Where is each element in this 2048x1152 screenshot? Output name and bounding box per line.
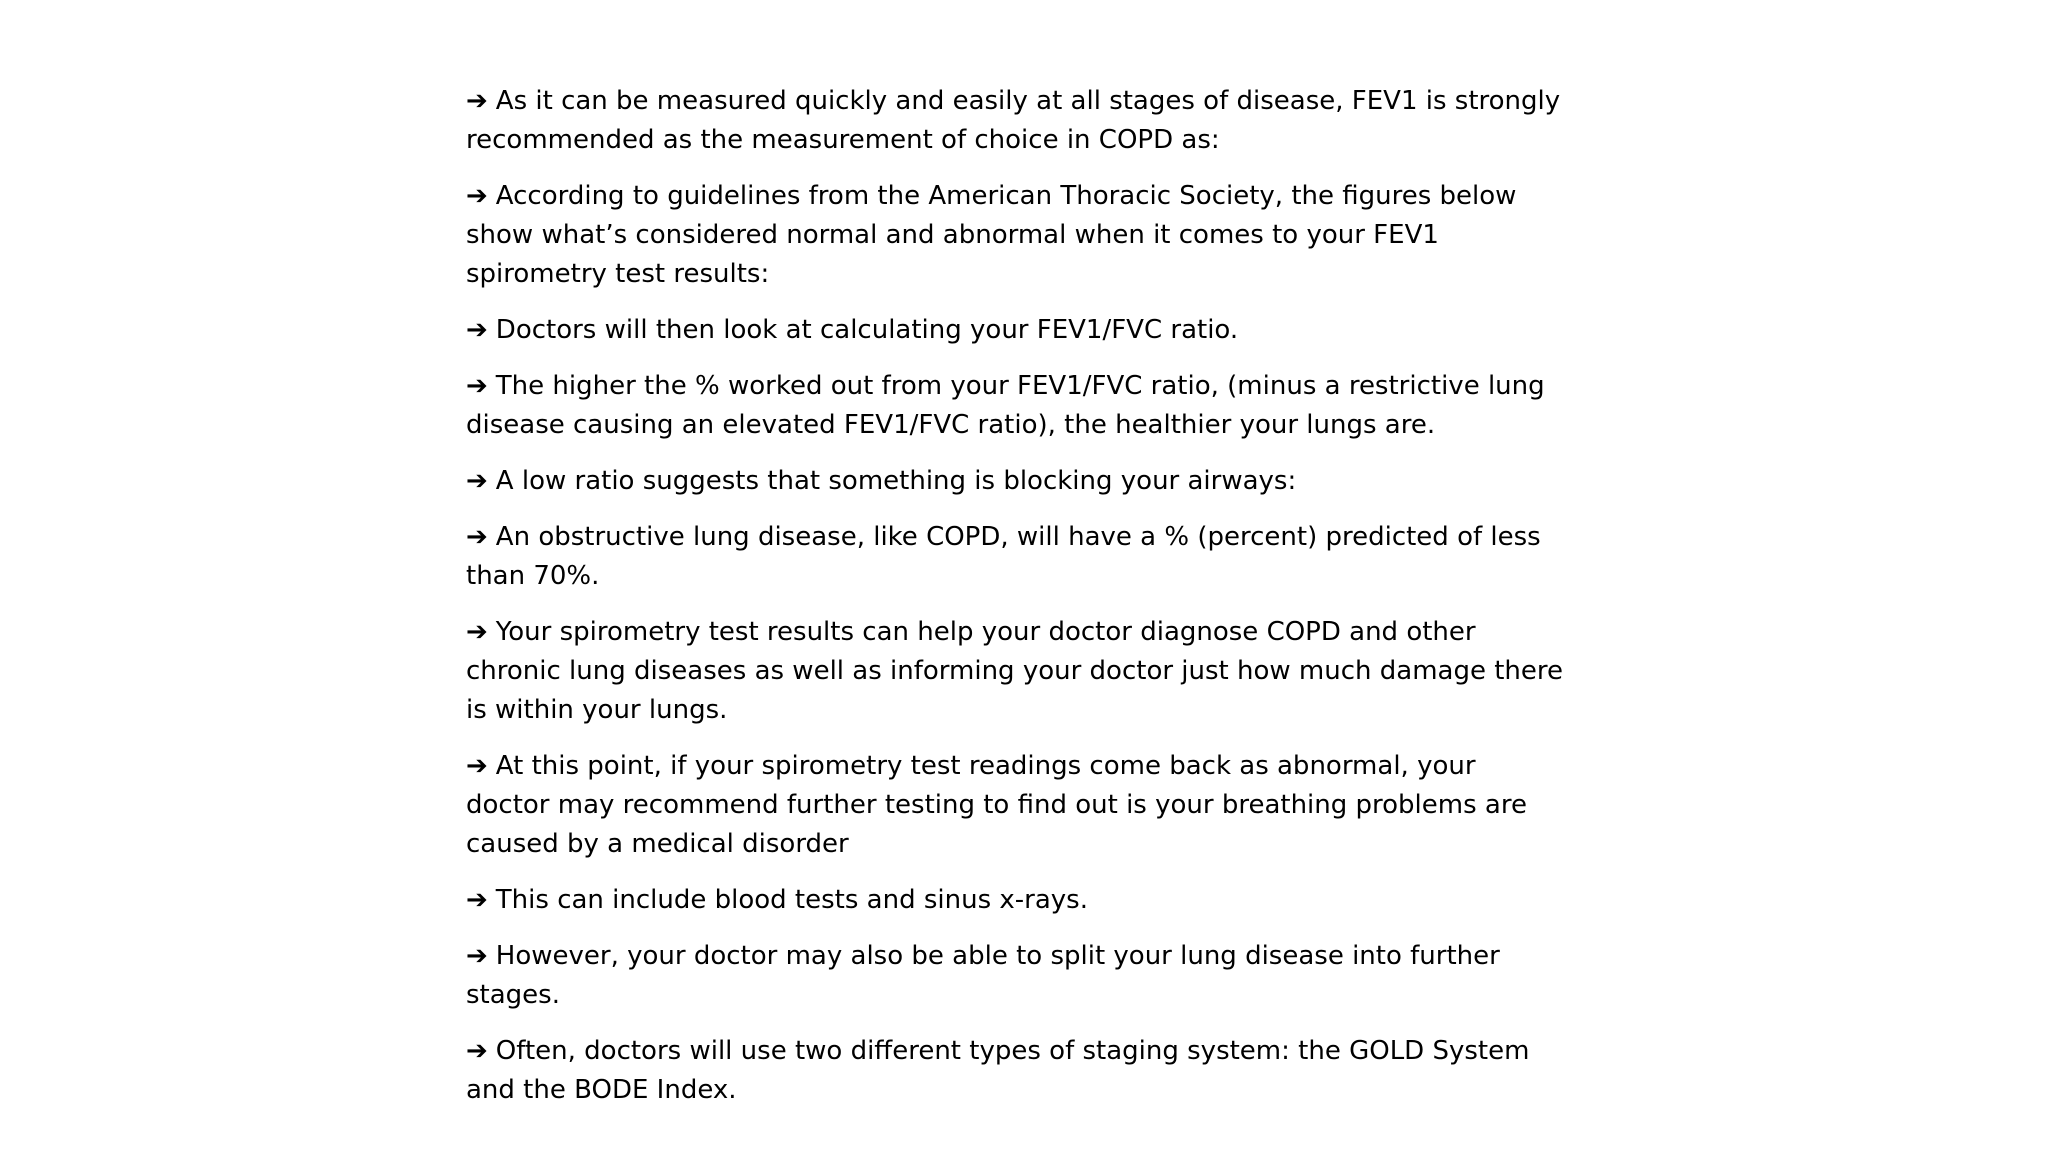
arrow-right-icon: ➔ bbox=[466, 371, 488, 401]
arrow-right-icon: ➔ bbox=[466, 751, 488, 781]
bullet-text: Often, doctors will use two different types of staging system: the GOLD System and the BODE Index. bbox=[466, 1036, 1530, 1105]
bullet-text: Doctors will then look at calculating your FEV1/FVC ratio. bbox=[495, 315, 1239, 345]
bullet-text: A low ratio suggests that something is blocking your airways: bbox=[495, 466, 1297, 496]
list-item bbox=[466, 881, 1566, 920]
list-item bbox=[466, 613, 1566, 730]
arrow-right-icon: ➔ bbox=[466, 617, 488, 647]
bullet-text: According to guidelines from the American Thoracic Society, the figures below show what’s considered normal and abnormal when it comes to your FEV1 spirometry test results: bbox=[466, 181, 1517, 289]
bullet-text: This can include blood tests and sinus x-rays. bbox=[495, 885, 1088, 915]
bullet-text: Your spirometry test results can help your doctor diagnose COPD and other chronic lung diseases as well as informing your doctor just how much damage there is within your lungs. bbox=[466, 617, 1564, 725]
arrow-right-icon: ➔ bbox=[466, 315, 488, 345]
bullet-text: An obstructive lung disease, like COPD, will have a % (percent) predicted of less than 70%. bbox=[466, 522, 1541, 591]
list-item bbox=[466, 177, 1566, 294]
bullet-text: However, your doctor may also be able to split your lung disease into further stages. bbox=[466, 941, 1500, 1010]
bullet-text: The higher the % worked out from your FEV1/FVC ratio, (minus a restrictive lung disease causing an elevated FEV1/FVC ratio), the healthier your lungs are. bbox=[466, 371, 1545, 440]
list-item bbox=[466, 518, 1566, 596]
list-item bbox=[466, 82, 1566, 160]
bullet-text: At this point, if your spirometry test readings come back as abnormal, your doctor may recommend further testing to find out is your breathing problems are caused by a medical disorder bbox=[466, 751, 1527, 859]
list-item bbox=[466, 311, 1566, 350]
arrow-right-icon: ➔ bbox=[466, 885, 488, 915]
list-item bbox=[466, 462, 1566, 501]
arrow-right-icon: ➔ bbox=[466, 941, 488, 971]
bullet-text: As it can be measured quickly and easily at all stages of disease, FEV1 is strongly recommended as the measurement of choice in COPD as: bbox=[466, 86, 1561, 155]
arrow-right-icon: ➔ bbox=[466, 522, 488, 552]
bullet-list bbox=[466, 82, 1566, 1127]
list-item bbox=[466, 367, 1566, 445]
list-item bbox=[466, 1032, 1566, 1110]
arrow-right-icon: ➔ bbox=[466, 181, 488, 211]
arrow-right-icon: ➔ bbox=[466, 466, 488, 496]
list-item bbox=[466, 747, 1566, 864]
list-item bbox=[466, 937, 1566, 1015]
arrow-right-icon: ➔ bbox=[466, 1036, 488, 1066]
arrow-right-icon: ➔ bbox=[466, 86, 488, 116]
